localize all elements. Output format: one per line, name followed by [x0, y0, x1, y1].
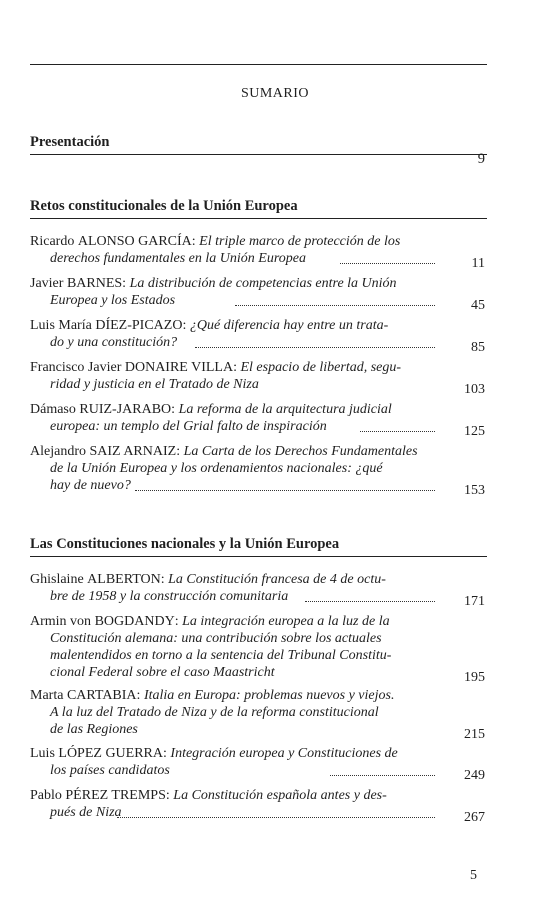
- entry-line: [30, 745, 487, 762]
- toc-entry[interactable]: [30, 613, 487, 681]
- article-title: de las Regiones: [50, 722, 138, 737]
- entry-page-number: 125: [464, 424, 485, 435]
- entry-line: [30, 443, 487, 460]
- entry-line: [30, 664, 487, 681]
- author-last-name: CARTABIA: [66, 688, 137, 703]
- article-title: A la luz del Tratado de Niza y de la reforma constitucional: [50, 705, 379, 720]
- toc-entry[interactable]: [30, 443, 487, 494]
- entry-line: [30, 359, 487, 376]
- author-first-name: Luis: [30, 746, 59, 761]
- toc-entry[interactable]: [30, 233, 487, 267]
- entry-page-number: 249: [464, 768, 485, 779]
- author-last-name: ALBERTON: [87, 572, 161, 587]
- toc-entry[interactable]: [30, 359, 487, 393]
- toc-entry[interactable]: [30, 401, 487, 435]
- entry-page-number: 267: [464, 810, 485, 821]
- author-last-name: PÉREZ TREMPS: [65, 788, 166, 803]
- article-title: Europea y los Estados: [50, 293, 176, 308]
- entry-line: [30, 334, 487, 351]
- entry-line: [30, 275, 487, 292]
- author-last-name: BARNES: [66, 276, 123, 291]
- author-separator: :: [122, 276, 130, 291]
- author-last-name: ALONSO GARCÍA: [77, 234, 192, 249]
- entry-line: [30, 588, 487, 605]
- author-first-name: Pablo: [30, 788, 66, 803]
- author-separator: :: [136, 688, 144, 703]
- author-first-name: Javier: [30, 276, 67, 291]
- entry-line: [30, 721, 487, 738]
- author-separator: :: [171, 402, 179, 417]
- section-title: Las Constituciones nacionales y la Unión Europea: [30, 536, 340, 552]
- entry-line: [30, 460, 487, 477]
- entry-line: [30, 401, 487, 418]
- page-title: SUMARIO: [240, 86, 310, 101]
- entry-page-number: 171: [464, 594, 485, 605]
- entry-line: [30, 647, 487, 664]
- article-title: malentendidos en torno a la sentencia del Tribunal Constitu-: [50, 648, 392, 663]
- author-last-name: SAIZ ARNAIZ: [89, 444, 177, 459]
- entry-line: [30, 687, 487, 704]
- entry-line: [30, 376, 487, 393]
- entry-page-number: 195: [464, 670, 485, 681]
- entry-page-number: 215: [464, 727, 485, 738]
- article-title: bre de 1958 y la construcción comunitaria: [50, 589, 289, 604]
- dot-leader: [195, 347, 435, 348]
- author-first-name: Luis María: [30, 318, 96, 333]
- author-separator: :: [165, 788, 174, 803]
- section-constituciones: [30, 536, 487, 821]
- author-separator: :: [191, 234, 200, 249]
- entry-page-number: 85: [471, 340, 485, 351]
- article-title: La reforma de la arquitectura judicial: [178, 402, 392, 417]
- toc-entry[interactable]: [30, 687, 487, 738]
- article-title: hay de nuevo?: [50, 478, 131, 493]
- author-separator: :: [176, 444, 184, 459]
- author-separator: :: [233, 360, 241, 375]
- toc-entry[interactable]: [30, 571, 487, 605]
- dot-leader: [360, 431, 435, 432]
- toc-entry[interactable]: [30, 275, 487, 309]
- article-title: pués de Niza: [50, 805, 122, 820]
- author-first-name: Ghislaine: [30, 572, 88, 587]
- dot-leader: [305, 601, 435, 602]
- article-title: La Constitución francesa de 4 de octu-: [168, 572, 386, 587]
- entry-page-number: 153: [464, 483, 485, 494]
- dot-leader: [135, 490, 435, 491]
- entry-line: [30, 704, 487, 721]
- entry-line: [30, 233, 487, 250]
- author-separator: :: [174, 614, 183, 629]
- entry-line: [30, 804, 487, 821]
- dot-leader: [340, 263, 435, 264]
- presentation-heading: [30, 134, 487, 167]
- toc-entry[interactable]: [30, 787, 487, 821]
- dot-leader: [117, 817, 435, 818]
- toc-entry[interactable]: [30, 745, 487, 779]
- toc-entry[interactable]: [30, 317, 487, 351]
- author-last-name: DÍEZ-PICAZO: [95, 318, 183, 333]
- author-first-name: Marta: [30, 688, 67, 703]
- article-title: cional Federal sobre el caso Maastricht: [50, 665, 275, 680]
- entry-line: [30, 317, 487, 334]
- entry-page-number: 103: [464, 382, 485, 393]
- presentation-page: 9: [477, 151, 485, 167]
- article-title: derechos fundamentales en la Unión Europea: [50, 251, 306, 266]
- presentation-label: Presentación: [30, 134, 110, 150]
- article-title: El espacio de libertad, segu-: [240, 360, 402, 375]
- article-title: do y una constitución?: [50, 335, 178, 350]
- article-title: La Constitución española antes y des-: [173, 788, 387, 803]
- entry-line: [30, 762, 487, 779]
- entry-page-number: 11: [471, 256, 485, 267]
- article-title: La integración europea a la luz de la: [182, 614, 390, 629]
- article-title: Integración europea y Constituciones de: [170, 746, 398, 761]
- author-last-name: DONAIRE VILLA: [124, 360, 234, 375]
- author-last-name: BOGDANDY: [94, 614, 175, 629]
- author-last-name: RUIZ-JARABO: [79, 402, 172, 417]
- author-separator: :: [163, 746, 171, 761]
- article-title: los países candidatos: [50, 763, 170, 778]
- article-title: ridad y justicia en el Tratado de Niza: [50, 377, 259, 392]
- author-first-name: Armin von: [30, 614, 95, 629]
- author-first-name: Francisco Javier: [30, 360, 125, 375]
- author-first-name: Alejandro: [30, 444, 90, 459]
- article-title: Constitución alemana: una contribución sobre los actuales: [50, 631, 382, 646]
- page-number: 5: [470, 868, 477, 883]
- author-first-name: Dámaso: [30, 402, 80, 417]
- section-heading: [30, 536, 487, 557]
- article-title: La distribución de competencias entre la Unión: [129, 276, 397, 291]
- entry-line: [30, 787, 487, 804]
- dot-leader: [235, 305, 435, 306]
- article-title: europea: un templo del Grial falto de inspiración: [50, 419, 327, 434]
- entry-page-number: 45: [471, 298, 485, 309]
- dot-leader: [330, 775, 435, 776]
- entry-line: [30, 613, 487, 630]
- entry-line: [30, 571, 487, 588]
- top-rule: [30, 64, 487, 65]
- article-title: ¿Qué diferencia hay entre un trata-: [189, 318, 389, 333]
- author-last-name: LÓPEZ GUERRA: [58, 746, 164, 761]
- section-retos: [30, 198, 487, 494]
- article-title: El triple marco de protección de los: [199, 234, 401, 249]
- article-title: La Carta de los Derechos Fundamentales: [183, 444, 418, 459]
- entry-line: [30, 418, 487, 435]
- entry-line: [30, 292, 487, 309]
- author-first-name: Ricardo: [30, 234, 78, 249]
- author-separator: :: [182, 318, 190, 333]
- entry-line: [30, 250, 487, 267]
- author-separator: :: [160, 572, 169, 587]
- section-title: Retos constitucionales de la Unión Europea: [30, 198, 298, 214]
- article-title: Italia en Europa: problemas nuevos y viejos.: [143, 688, 395, 703]
- presentation-section: [30, 134, 487, 167]
- entry-line: [30, 630, 487, 647]
- section-heading: [30, 198, 487, 219]
- article-title: de la Unión Europea y los ordenamientos nacionales: ¿qué: [50, 461, 383, 476]
- entry-line: [30, 477, 487, 494]
